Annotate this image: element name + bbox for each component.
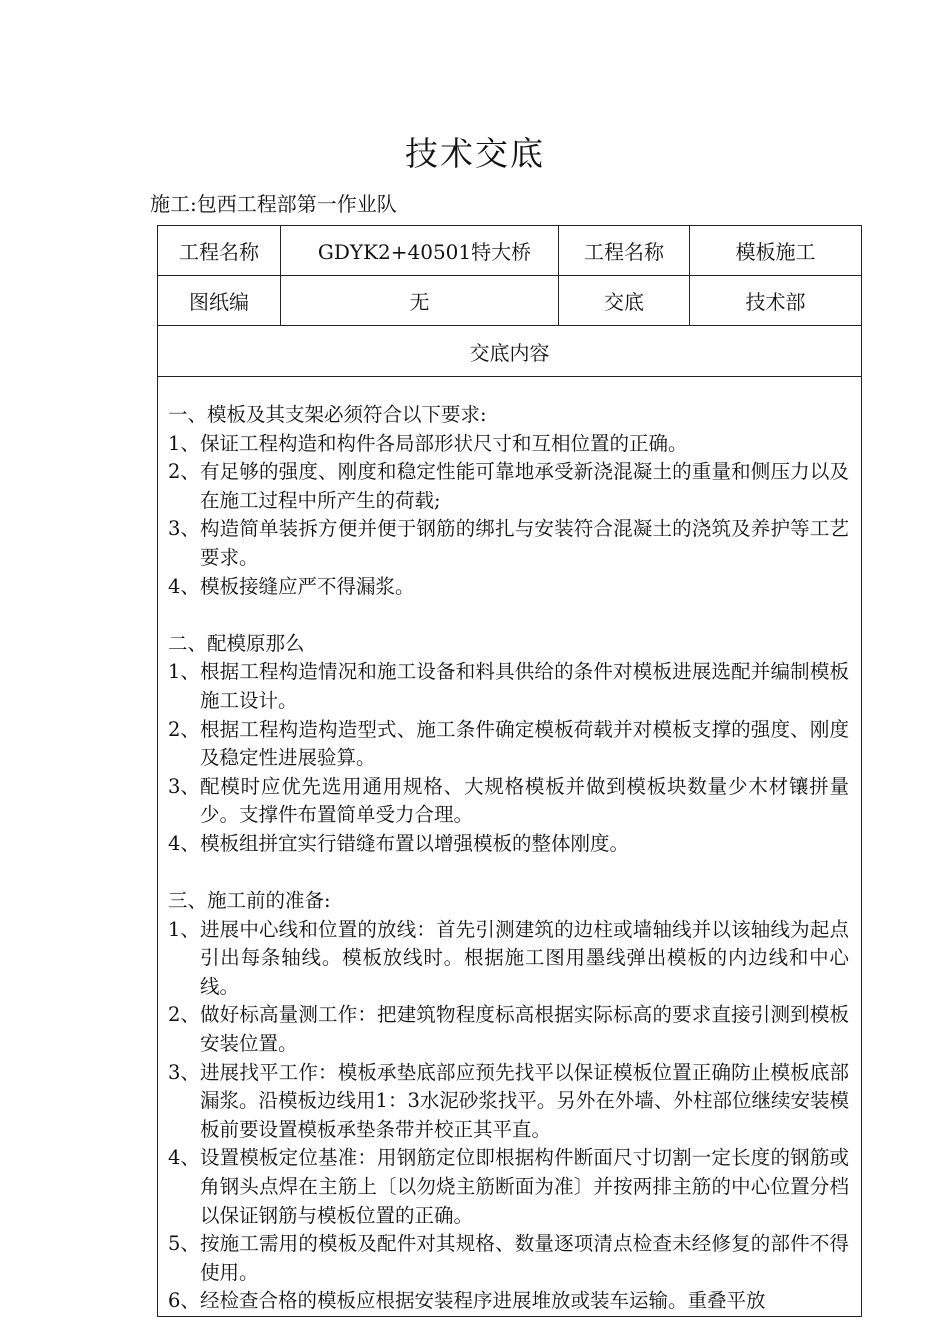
disclosure-table	[157, 225, 862, 1317]
section-3	[168, 887, 849, 1316]
list-item	[168, 658, 849, 715]
drawing-number-label: 图纸编	[158, 276, 281, 326]
work-name-value: 模板施工	[690, 226, 862, 276]
list-item	[168, 1230, 849, 1287]
list-item	[168, 1001, 849, 1058]
item-number: 3、	[168, 1060, 200, 1084]
list-item	[168, 573, 849, 602]
content-body-cell	[158, 377, 862, 1317]
item-text: 根据工程构造构造型式、施工条件确定模板荷载并对模板支撑的强度、刚度及稳定性进展验算。	[200, 717, 849, 770]
item-text: 模板接缝应严不得漏浆。	[200, 574, 415, 598]
construction-unit-line: 施工:包西工程部第一作业队	[150, 192, 397, 216]
list-item	[168, 430, 849, 459]
work-name-label: 工程名称	[559, 226, 690, 276]
list-item	[168, 830, 849, 859]
item-number: 3、	[168, 517, 200, 541]
section-spacer	[168, 601, 849, 630]
section-1	[168, 401, 849, 601]
document-title: 技术交底	[405, 134, 545, 173]
section-spacer	[168, 859, 849, 888]
item-number: 1、	[168, 431, 200, 455]
list-item	[168, 1059, 849, 1145]
item-number: 4、	[168, 831, 200, 855]
item-number: 5、	[168, 1232, 200, 1256]
drawing-number-value: 无	[281, 276, 559, 326]
item-number: 2、	[168, 1003, 200, 1027]
item-text: 设置模板定位基准：用钢筋定位即根据构件断面尺寸切割一定长度的钢筋或角钢头点焊在主筋上〔以勿烧主筋断面为准〕并按两排主筋的中心位置分档以保证钢筋与模板位置的正确。	[200, 1146, 849, 1227]
content-title-row	[158, 326, 862, 377]
list-item	[168, 716, 849, 773]
content-title: 交底内容	[158, 326, 862, 377]
item-number: 1、	[168, 660, 200, 684]
list-item	[168, 458, 849, 515]
list-item	[168, 916, 849, 1002]
list-item	[168, 515, 849, 572]
list-item	[168, 1144, 849, 1230]
section-heading: 二、配模原那么	[168, 631, 305, 655]
section-heading: 一、模板及其支架必须符合以下要求:	[168, 403, 487, 426]
item-text: 进展找平工作：模板承垫底部应预先找平以保证模板位置正确防止模板底部漏浆。沿模板边线用1：3水泥砂浆找平。另外在外墙、外柱部位继续安装模板前要设置模板承垫条带并校正其平直。	[200, 1060, 849, 1141]
section-2	[168, 630, 849, 859]
list-item	[168, 1287, 849, 1316]
section-heading: 三、施工前的准备:	[168, 889, 331, 913]
disclosure-dept-value: 技术部	[690, 276, 862, 326]
item-text: 根据工程构造情况和施工设备和料具供给的条件对模板进展选配并编制模板施工设计。	[200, 660, 849, 712]
header-row-project	[158, 226, 862, 276]
content-body	[158, 377, 861, 1316]
project-name-label: 工程名称	[158, 226, 281, 276]
item-text: 保证工程构造和构件各局部形状尺寸和互相位置的正确。	[200, 431, 688, 455]
header-row-drawing	[158, 276, 862, 326]
item-number: 3、	[168, 774, 200, 798]
item-number: 4、	[168, 1146, 200, 1170]
content-body-row	[158, 377, 862, 1317]
item-text: 经检查合格的模板应根据安装程序进展堆放或装车运输。重叠平放	[200, 1289, 766, 1313]
item-text: 配模时应优先选用通用规格、大规格模板并做到模板块数量少木材镶拼量少。支撑件布置简单受力合理。	[200, 774, 849, 827]
item-text: 做好标高量测工作：把建筑物程度标高根据实际标高的要求直接引测到模板安装位置。	[200, 1003, 849, 1056]
item-number: 2、	[168, 460, 200, 484]
item-text: 有足够的强度、刚度和稳定性能可靠地承受新浇混凝土的重量和侧压力以及在施工过程中所产生的荷载;	[200, 460, 849, 512]
disclosure-label: 交底	[559, 276, 690, 326]
list-item	[168, 773, 849, 830]
item-number: 2、	[168, 717, 200, 741]
item-number: 6、	[168, 1289, 200, 1313]
item-text: 进展中心线和位置的放线：首先引测建筑的边柱或墙轴线并以该轴线为起点引出每条轴线。模板放线时。根据施工图用墨线弹出模板的内边线和中心线。	[200, 917, 849, 998]
project-name-value: GDYK2+40501特大桥	[281, 226, 559, 276]
item-number: 4、	[168, 574, 200, 598]
item-text: 按施工需用的模板及配件对其规格、数量逐项清点检查未经修复的部件不得使用。	[200, 1232, 849, 1284]
item-text: 模板组拼宜实行错缝布置以增强模板的整体刚度。	[200, 831, 630, 855]
item-text: 构造简单装拆方便并便于钢筋的绑扎与安装符合混凝土的浇筑及养护等工艺要求。	[200, 517, 849, 569]
item-number: 1、	[168, 917, 200, 941]
